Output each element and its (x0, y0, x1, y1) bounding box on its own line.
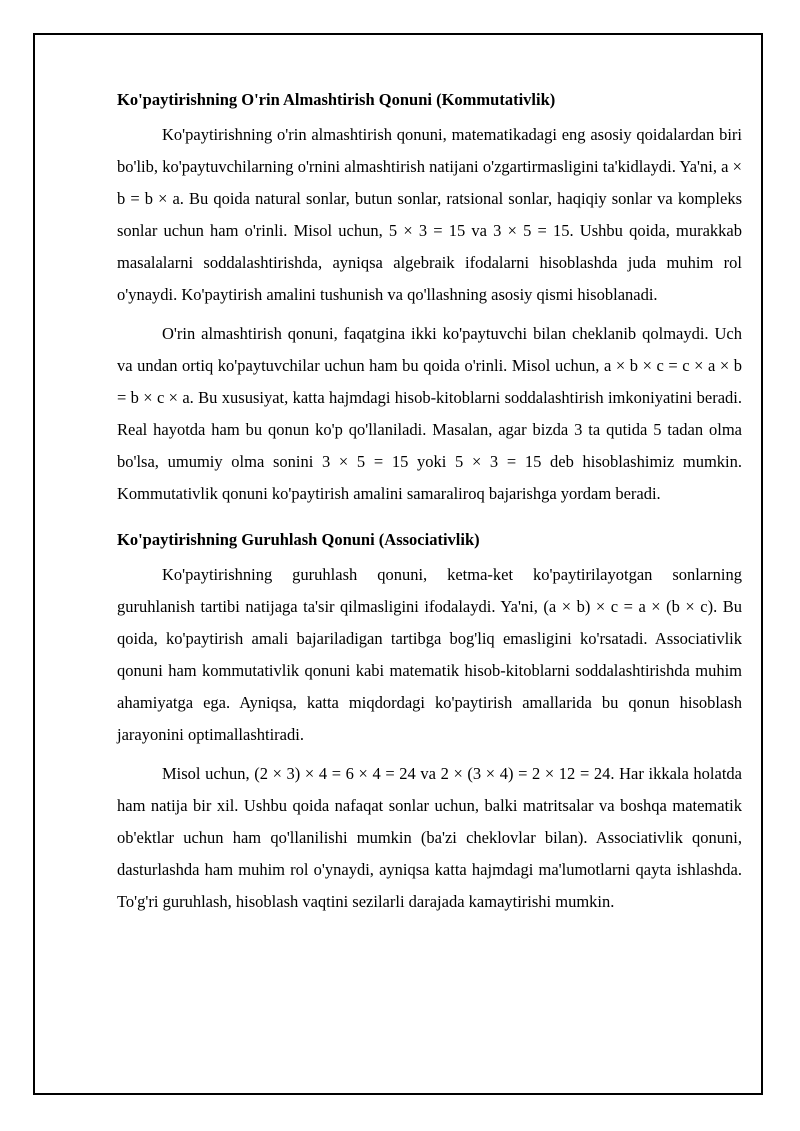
section-heading-associative: Ko'paytirishning Guruhlash Qonuni (Associativlik) (117, 530, 480, 549)
paragraph: O'rin almashtirish qonuni, faqatgina ikki ko'paytuvchi bilan cheklanib qolmaydi. Uch va undan ortiq ko'paytuvchilar uchun ham bu qoida o'rinli. Misol uchun, a × b × c = c × a × b = b × c × a. Bu xususiyat, katta hajmdagi hisob-kitoblarni soddalashtirish imkoniyatini beradi. Real hayotda ham bu qonun ko'p qo'llaniladi. Masalan, agar bizda 3 ta qutida 5 tadan olma bo'lsa, umumiy olma sonini 3 × 5 = 15 yoki 5 × 3 = 15 deb hisoblashimiz mumkin. Kommutativlik qonuni ko'paytirish amalini samaraliroq bajarishga yordam beradi. (117, 324, 742, 503)
paragraph: Misol uchun, (2 × 3) × 4 = 6 × 4 = 24 va 2 × (3 × 4) = 2 × 12 = 24. Har ikkala holatda ham natija bir xil. Ushbu qoida nafaqat sonlar uchun, balki matritsalar va boshqa matematik ob'ektlar uchun ham qo'llanilishi mumkin (ba'zi cheklovlar bilan). Associativlik qonuni, dasturlashda ham muhim rol o'ynaydi, ayniqsa katta hajmdagi ma'lumotlarni qayta ishlashda. To'g'ri guruhlash, hisoblash vaqtini sezilarli darajada kamaytirishi mumkin. (117, 764, 742, 911)
section-heading-commutative: Ko'paytirishning O'rin Almashtirish Qonuni (Kommutativlik) (117, 90, 556, 109)
paragraph: Ko'paytirishning guruhlash qonuni, ketma-ket ko'paytirilayotgan sonlarning guruhlanish tartibi natijaga ta'sir qilmasligini ifodalaydi. Ya'ni, (a × b) × c = a × (b × c). Bu qoida, ko'paytirish amali bajariladigan tartibga bog'liq emasligini ko'rsatadi. Associativlik qonuni ham kommutativlik qonuni kabi matematik hisob-kitoblarni soddalashtirishda muhim ahamiyatga ega. Ayniqsa, katta miqdordagi ko'paytirish amallarida bu qonun hisoblash jarayonini optimallashtiradi. (117, 565, 742, 744)
section-commutative (117, 86, 742, 510)
section-associative (117, 526, 742, 918)
paragraph: Ko'paytirishning o'rin almashtirish qonuni, matematikadagi eng asosiy qoidalardan biri bo'lib, ko'paytuvchilarning o'rnini almashtirish natijani o'zgartirmasligini ta'kidlaydi. Ya'ni, a × b = b × a. Bu qoida natural sonlar, butun sonlar, ratsional sonlar, haqiqiy sonlar va kompleks sonlar uchun ham o'rinli. Misol uchun, 5 × 3 = 15 va 3 × 5 = 15. Ushbu qoida, murakkab masalalarni soddalashtirishda, ayniqsa algebraik ifodalarni hisoblashda juda muhim rol o'ynaydi. Ko'paytirish amalini tushunish va qo'llashning asosiy qismi hisoblanadi. (117, 125, 742, 304)
document-body (117, 86, 742, 925)
